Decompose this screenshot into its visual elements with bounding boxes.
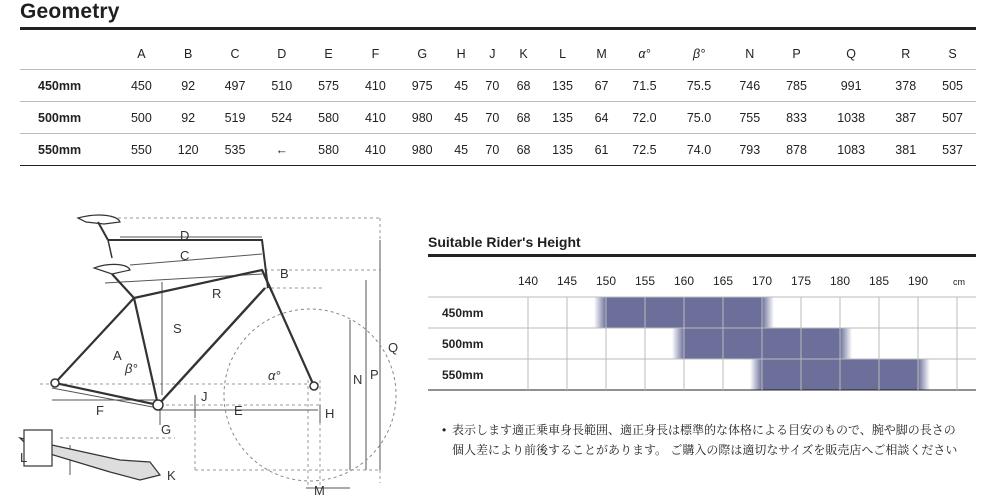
rider-size-label: 550mm [442,368,484,382]
geometry-cell: 378 [882,70,929,102]
label-n: N [353,372,363,387]
geometry-row [20,102,976,134]
geometry-cell: 878 [773,134,820,166]
geometry-header-size [20,38,118,70]
geometry-cell: 71.5 [617,70,672,102]
geometry-row [20,70,976,102]
geometry-cell: 45 [446,134,477,166]
page-title: Geometry [20,0,120,23]
geometry-row [20,134,976,166]
col-header: N [726,38,773,70]
col-header: C [212,38,259,70]
label-s: S [173,321,182,336]
geometry-cell: 135 [539,70,586,102]
label-b: B [280,266,289,281]
label-e: E [234,403,243,418]
rider-height-tick: 170 [751,274,773,288]
col-header: B [165,38,212,70]
geometry-cell: 793 [726,134,773,166]
geometry-cell: 507 [929,102,976,134]
label-a: A [113,348,122,363]
geometry-cell: 410 [352,102,399,134]
front-wheel-outline [224,309,399,481]
geometry-cell: 785 [773,70,820,102]
dimension-lines [52,237,380,488]
geometry-cell: 975 [399,70,446,102]
geometry-cell: 92 [165,102,212,134]
col-header: K [508,38,539,70]
geometry-cell: 746 [726,70,773,102]
geometry-cell: 75.5 [672,70,727,102]
col-header: F [352,38,399,70]
rider-height-tick: 150 [595,274,617,288]
geometry-cell: 45 [446,70,477,102]
geometry-size-cell: 550mm [20,134,118,166]
note-line-1: 表示します適正乗車身長範囲、適正身長は標準的な体格による目安のもので、腕や脚の長さの [452,423,956,437]
geometry-cell: 72.5 [617,134,672,166]
geometry-cell: 92 [165,70,212,102]
geometry-cell: 500 [118,102,165,134]
geometry-cell: 450 [118,70,165,102]
col-header: Q [820,38,882,70]
label-m: M [314,483,325,498]
geometry-cell: 68 [508,102,539,134]
geometry-cell: 61 [586,134,617,166]
geometry-cell: 410 [352,134,399,166]
note-bullet: • [442,423,447,437]
col-header: R [882,38,929,70]
rider-bar-fade-right [918,359,930,390]
geometry-cell: 535 [212,134,259,166]
rider-height-note [442,420,982,460]
col-header: J [477,38,508,70]
col-header: β° [672,38,727,70]
geometry-cell: 387 [882,102,929,134]
geometry-cell: 70 [477,102,508,134]
geometry-cell: 70 [477,70,508,102]
rider-size-label: 450mm [442,306,484,320]
rider-height-tick: 140 [517,274,539,288]
geometry-cell: 510 [258,70,305,102]
label-p: P [370,367,379,382]
rider-height-tick: 180 [829,274,851,288]
rider-height-tick: 185 [868,274,890,288]
rider-height-tick: 165 [712,274,734,288]
label-f: F [96,403,104,418]
label-j: J [201,389,208,404]
label-l: L [20,450,28,465]
geometry-cell: 755 [726,102,773,134]
col-header: P [773,38,820,70]
col-header: H [446,38,477,70]
bike-frame-lower [51,264,318,410]
rider-height-tick: 145 [556,274,578,288]
col-header: E [305,38,352,70]
geometry-header-row [20,38,976,70]
geometry-cell: 68 [508,70,539,102]
bike-frame-upper [78,215,268,288]
col-header: A [118,38,165,70]
rider-height-title: Suitable Rider's Height [428,234,581,250]
rider-size-label: 500mm [442,337,484,351]
note-line-2: 個人差により前後することがあります。 ご購入の際は適切なサイズを販売店へご相談ください [452,443,958,457]
geometry-cell: 524 [258,102,305,134]
rider-bar-fade-left [594,297,606,328]
geometry-cell: 135 [539,134,586,166]
geometry-cell: 1083 [820,134,882,166]
col-header: D [258,38,305,70]
geometry-cell: 550 [118,134,165,166]
label-q: Q [388,340,399,355]
bike-geometry-diagram [0,200,420,500]
rider-height-chart [428,257,976,397]
geometry-cell: 537 [929,134,976,166]
geometry-cell: 991 [820,70,882,102]
rider-bar-fade-left [750,359,762,390]
geometry-cell: 72.0 [617,102,672,134]
label-c: C [180,248,190,263]
geometry-cell: 45 [446,102,477,134]
geometry-cell: 381 [882,134,929,166]
col-header: α° [617,38,672,70]
geometry-cell: 68 [508,134,539,166]
geometry-cell: 980 [399,134,446,166]
rider-bar-fade-right [840,328,852,359]
geometry-cell: 410 [352,70,399,102]
geometry-cell: ← [258,134,305,166]
col-header: M [586,38,617,70]
geometry-cell: 64 [586,102,617,134]
geometry-cell: 580 [305,134,352,166]
geometry-cell: 519 [212,102,259,134]
label-beta: β° [125,361,138,376]
geometry-cell: 67 [586,70,617,102]
rider-height-tick: 175 [790,274,812,288]
rider-height-tick: 155 [634,274,656,288]
col-header: G [399,38,446,70]
label-g: G [161,422,172,437]
geometry-cell: 1038 [820,102,882,134]
geometry-table [20,38,976,166]
rider-bar-fade-left [672,328,684,359]
rider-unit-label: cm [953,277,965,287]
geometry-cell: 575 [305,70,352,102]
geometry-cell: 580 [305,102,352,134]
rider-height-tick: 190 [907,274,929,288]
geometry-size-cell: 450mm [20,70,118,102]
geometry-cell: 505 [929,70,976,102]
geometry-cell: 75.0 [672,102,727,134]
col-header: S [929,38,976,70]
label-k: K [167,468,176,483]
geometry-cell: 74.0 [672,134,727,166]
label-alpha: α° [268,368,281,383]
geometry-cell: 70 [477,134,508,166]
geometry-cell: 980 [399,102,446,134]
geometry-cell: 120 [165,134,212,166]
title-divider [20,27,976,30]
geometry-size-cell: 500mm [20,102,118,134]
rider-bar-fade-right [762,297,774,328]
col-header: L [539,38,586,70]
geometry-cell: 833 [773,102,820,134]
geometry-cell: 497 [212,70,259,102]
label-d: D [180,228,190,243]
label-h: H [325,406,335,421]
rider-height-tick: 160 [673,274,695,288]
label-r: R [212,286,222,301]
geometry-cell: 135 [539,102,586,134]
